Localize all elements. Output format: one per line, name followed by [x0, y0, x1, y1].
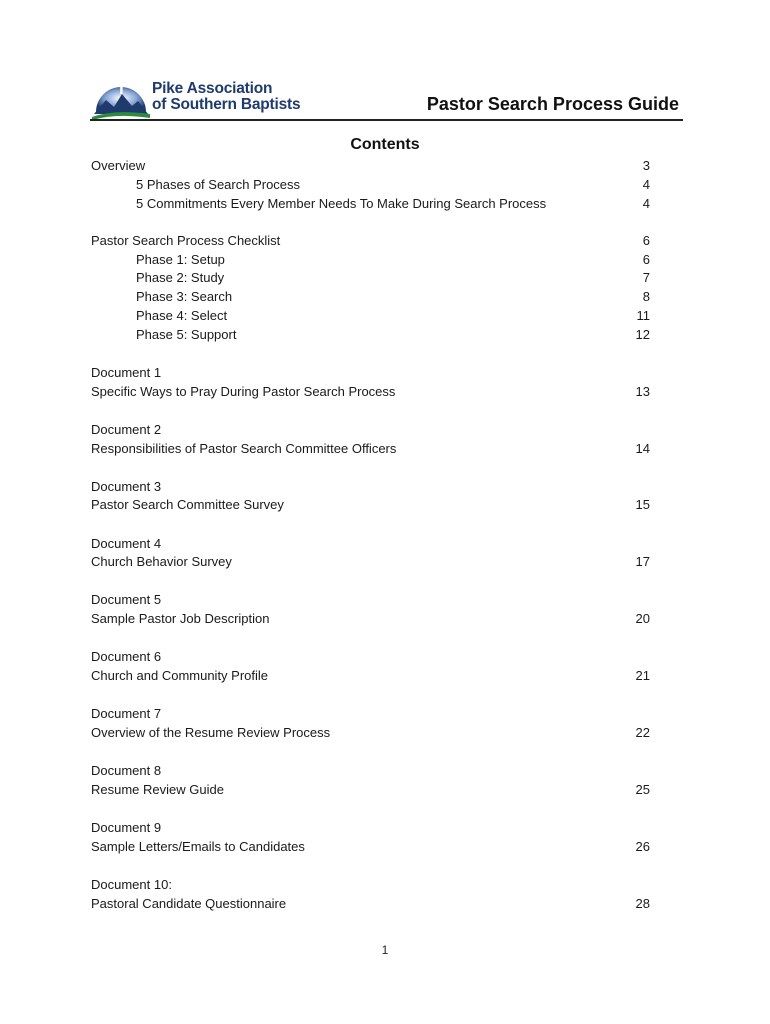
toc-entry-label: Document 8 — [91, 763, 162, 779]
toc-entry-label: Phase 3: Search — [136, 289, 233, 305]
toc-entry-page: 15 — [635, 497, 650, 513]
toc-entry-page: 25 — [635, 781, 650, 797]
toc-entry-label: Responsibilities of Pastor Search Committee Officers — [91, 440, 397, 456]
toc-entry-label: Document 7 — [91, 706, 162, 722]
toc-document-heading — [91, 819, 650, 838]
mountain-cross-logo-icon — [92, 76, 150, 120]
toc-entry-label: Document 5 — [91, 592, 162, 608]
contents-heading: Contents — [350, 136, 420, 153]
toc-entry-page: 12 — [635, 326, 650, 342]
toc-document-entry[interactable] — [91, 667, 650, 686]
toc-document-entry[interactable] — [91, 610, 650, 629]
toc-document-entry[interactable] — [91, 440, 650, 459]
toc-document-entry[interactable] — [91, 838, 650, 857]
toc-subentry[interactable] — [91, 176, 650, 195]
toc-document-entry[interactable] — [91, 895, 650, 914]
toc-entry-label: Church and Community Profile — [91, 668, 269, 684]
toc-entry-label: Document 10: — [91, 876, 172, 892]
toc-document-entry[interactable] — [91, 781, 650, 800]
toc-entry-label: Pastor Search Committee Survey — [91, 497, 284, 513]
toc-document-entry[interactable] — [91, 553, 650, 572]
toc-document-heading — [91, 876, 650, 895]
toc-entry-label: Phase 2: Study — [136, 270, 225, 286]
toc-entry-label: Document 4 — [91, 535, 162, 551]
toc-entry-label: Resume Review Guide — [91, 781, 224, 797]
toc-entry-checklist[interactable] — [91, 232, 650, 251]
toc-document-entry[interactable] — [91, 383, 650, 402]
toc-entry-page: 26 — [635, 838, 650, 854]
table-of-contents — [91, 157, 650, 913]
toc-entry-label: Sample Pastor Job Description — [91, 611, 270, 627]
page-number: 1 — [381, 943, 389, 957]
toc-entry-page: 6 — [642, 232, 650, 248]
toc-entry-page: 14 — [635, 440, 650, 456]
toc-entry-label: Overview — [91, 158, 146, 173]
toc-entry-page: 4 — [642, 176, 650, 192]
toc-subentry[interactable] — [91, 326, 650, 345]
toc-document-heading — [91, 478, 650, 497]
toc-document-heading — [91, 364, 650, 383]
toc-entry-label: Pastor Search Process Checklist — [91, 232, 281, 248]
toc-subentry[interactable] — [91, 288, 650, 307]
toc-entry-label: Phase 4: Select — [136, 307, 228, 323]
toc-entry-label: Church Behavior Survey — [91, 554, 232, 570]
toc-entry-label: Pastoral Candidate Questionnaire — [91, 895, 287, 911]
document-title: Pastor Search Process Guide — [426, 94, 679, 114]
toc-subentry[interactable] — [91, 307, 650, 326]
toc-entry-page: 6 — [642, 251, 650, 267]
toc-entry-page: 11 — [636, 307, 650, 323]
toc-entry-label: Phase 1: Setup — [136, 251, 225, 267]
toc-document-heading — [91, 591, 650, 610]
toc-subentry[interactable] — [91, 251, 650, 270]
toc-entry-label: Document 2 — [91, 421, 162, 437]
toc-entry-page: 7 — [642, 270, 650, 286]
toc-document-entry[interactable] — [91, 496, 650, 515]
toc-entry-page: 22 — [635, 725, 650, 740]
toc-entry-page: 21 — [635, 668, 650, 684]
toc-document-heading — [91, 762, 650, 781]
toc-subentry[interactable] — [91, 195, 650, 214]
toc-entry-label: 5 Commitments Every Member Needs To Make During Search Process — [136, 195, 547, 211]
toc-entry-page: 28 — [635, 895, 650, 911]
toc-document-heading — [91, 535, 650, 554]
toc-entry-label: Document 9 — [91, 819, 162, 835]
document-list — [91, 345, 650, 914]
toc-entry-label: Document 3 — [91, 478, 162, 494]
toc-document-entry[interactable] — [91, 724, 650, 743]
association-logo — [92, 76, 302, 120]
logo-line-2: of Southern Baptists — [152, 96, 301, 113]
toc-entry-label: Overview of the Resume Review Process — [91, 725, 331, 740]
toc-entry-label: 5 Phases of Search Process — [136, 176, 301, 192]
toc-document-heading — [91, 648, 650, 667]
toc-entry-page: 17 — [635, 554, 650, 570]
toc-entry-label: Document 6 — [91, 649, 162, 665]
toc-entry-label: Phase 5: Support — [136, 326, 237, 342]
toc-entry-label: Document 1 — [91, 364, 162, 380]
logo-wordmark — [152, 81, 300, 113]
toc-document-heading — [91, 705, 650, 724]
logo-line-1: Pike Association — [152, 80, 273, 97]
toc-subentry[interactable] — [91, 269, 650, 288]
toc-entry-page: 4 — [642, 195, 650, 211]
toc-document-heading — [91, 421, 650, 440]
toc-entry-page: 3 — [642, 158, 650, 173]
toc-entry-label: Specific Ways to Pray During Pastor Search Process — [91, 383, 396, 399]
toc-entry-page: 13 — [635, 383, 650, 399]
toc-entry-label: Sample Letters/Emails to Candidates — [91, 838, 305, 854]
title-divider — [90, 119, 683, 121]
toc-entry-page: 8 — [642, 289, 650, 305]
toc-entry-page: 20 — [635, 611, 650, 627]
toc-entry-overview[interactable] — [91, 157, 650, 176]
